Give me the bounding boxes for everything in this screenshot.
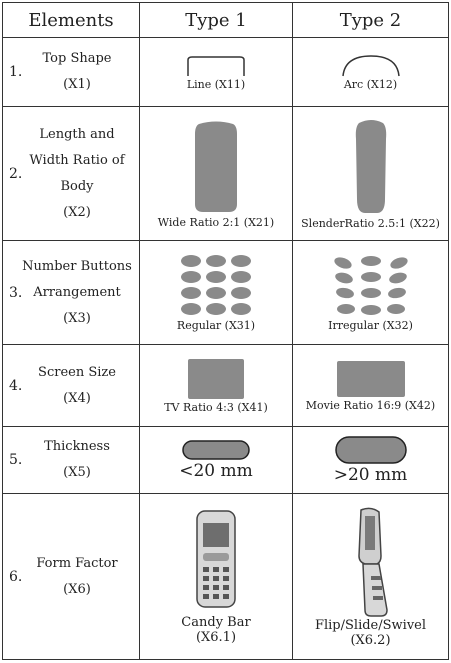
element-name: Number Buttons	[22, 258, 132, 274]
row-number: 5.	[9, 452, 23, 468]
row-number: 6.	[9, 568, 23, 585]
element-name: Body	[60, 178, 94, 194]
type-caption: Flip/Slide/Swivel	[314, 617, 427, 633]
type2-cell	[293, 241, 449, 345]
element-code: (X1)	[63, 77, 91, 92]
tv-screen-icon	[186, 357, 246, 401]
type-code: (X6.2)	[350, 632, 391, 648]
type-caption: <20 mm	[179, 461, 253, 481]
type1-cell	[140, 241, 293, 345]
element-name: Top Shape	[42, 51, 112, 66]
movie-screen-icon	[335, 359, 407, 399]
arc-top-shape-icon	[339, 54, 403, 78]
thick-profile-icon	[334, 435, 408, 465]
type-caption: Wide Ratio 2:1 (X21)	[157, 216, 275, 229]
type1-cell	[140, 107, 293, 241]
type-caption: >20 mm	[333, 465, 408, 485]
type2-cell	[293, 427, 449, 494]
table-row	[3, 38, 449, 107]
type-caption: Candy Bar	[181, 614, 251, 630]
element-code: (X6)	[63, 581, 91, 597]
element-name: Form Factor	[36, 555, 118, 571]
type1-cell	[140, 494, 293, 660]
element-cell	[3, 345, 140, 427]
table-row	[3, 345, 449, 427]
element-name: Width Ratio of	[29, 152, 125, 168]
irregular-keypad-icon	[331, 253, 411, 319]
element-cell	[3, 427, 140, 494]
type2-cell	[293, 345, 449, 427]
type-code: (X6.1)	[195, 629, 237, 645]
type1-cell	[140, 38, 293, 107]
element-name: Screen Size	[38, 364, 116, 380]
type-caption: Line (X11)	[186, 77, 246, 91]
row-number: 2.	[9, 165, 23, 182]
type-caption: SlenderRatio 2.5:1 (X22)	[301, 217, 440, 230]
flip-phone-icon	[347, 506, 395, 618]
type-caption: TV Ratio 4:3 (X41)	[164, 401, 268, 414]
type2-cell	[293, 38, 449, 107]
header-type-2: Type 2	[293, 3, 449, 38]
header-row	[3, 3, 449, 38]
type-caption: Regular (X31)	[176, 319, 256, 332]
element-cell	[3, 241, 140, 345]
regular-keypad-icon	[178, 253, 254, 319]
slender-body-shape-icon	[351, 117, 391, 217]
header-elements: Elements	[3, 3, 140, 38]
row-number: 4.	[9, 377, 23, 394]
table-row	[3, 427, 449, 494]
thin-profile-icon	[181, 439, 251, 461]
type-caption: Movie Ratio 16:9 (X42)	[305, 399, 436, 412]
element-cell	[3, 38, 140, 107]
design-elements-table	[2, 2, 449, 660]
table-row	[3, 107, 449, 241]
header-type-1: Type 1	[140, 3, 293, 38]
row-number: 3.	[9, 284, 23, 301]
table-row	[3, 494, 449, 660]
element-code: (X3)	[63, 310, 91, 326]
element-cell	[3, 107, 140, 241]
element-name: Length and	[39, 126, 115, 142]
row-number: 1.	[9, 64, 23, 80]
wide-body-shape-icon	[191, 118, 241, 216]
type1-cell	[140, 345, 293, 427]
element-name: Arrangement	[33, 284, 121, 300]
type-caption: Arc (X12)	[343, 77, 398, 91]
type-caption: Irregular (X32)	[328, 319, 413, 332]
type2-cell	[293, 494, 449, 660]
element-code: (X2)	[63, 204, 91, 220]
type1-cell	[140, 427, 293, 494]
table-row	[3, 241, 449, 345]
element-name: Thickness	[44, 439, 110, 454]
line-top-shape-icon	[184, 54, 248, 78]
element-code: (X5)	[63, 465, 91, 480]
element-cell	[3, 494, 140, 660]
candy-bar-phone-icon	[193, 509, 239, 609]
element-code: (X4)	[63, 390, 91, 406]
type2-cell	[293, 107, 449, 241]
